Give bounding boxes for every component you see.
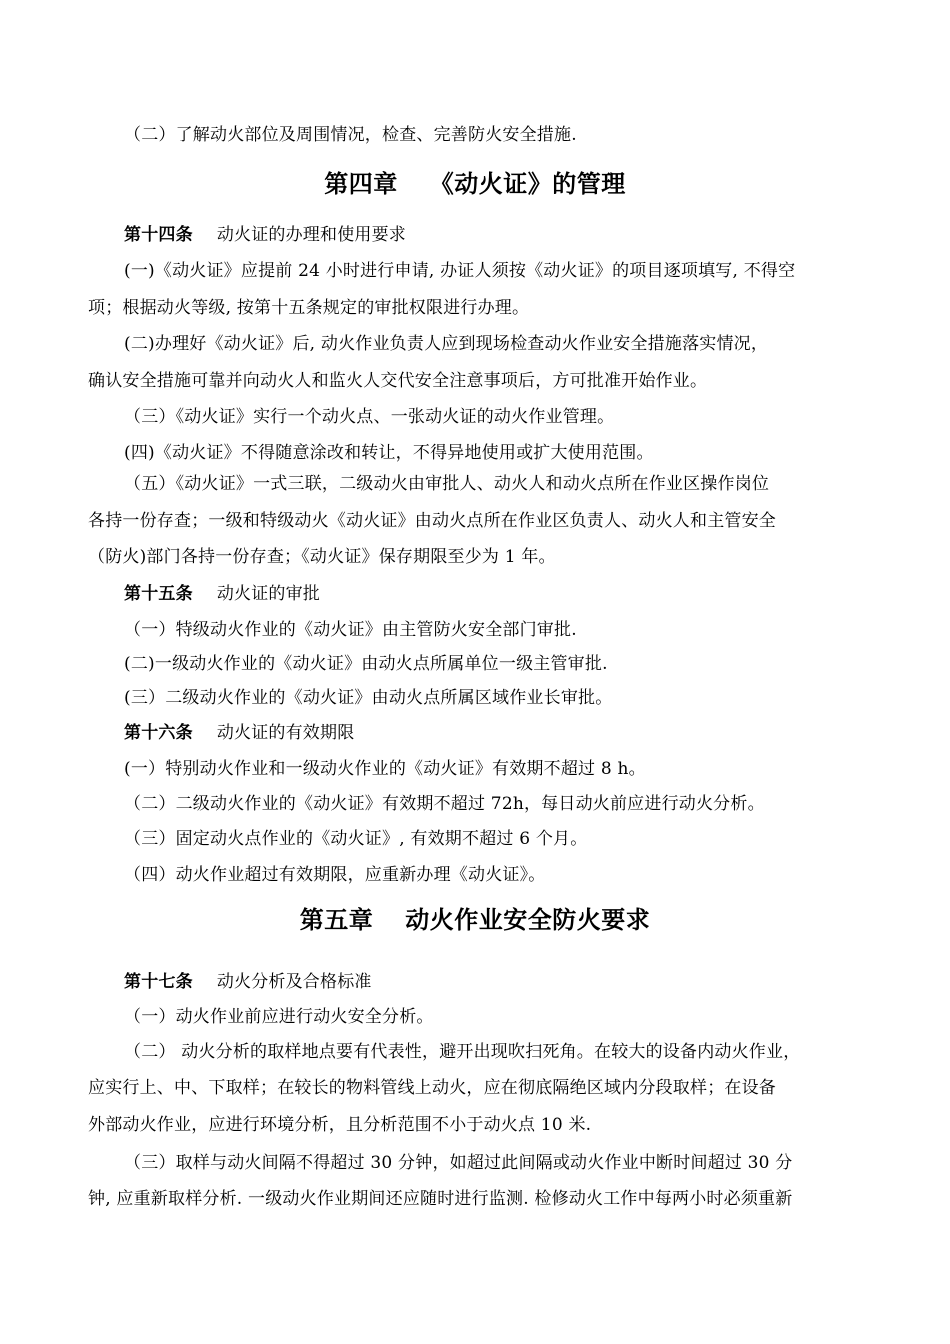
article-number: 第十五条 xyxy=(124,584,193,604)
article-title: 动火分析及合格标准 xyxy=(216,972,372,992)
paragraph-line: （三）固定动火点作业的《动火证》, 有效期不超过 6 个月。 xyxy=(124,829,588,849)
article-number: 第十六条 xyxy=(124,723,193,743)
paragraph-line: （三）取样与动火间隔不得超过 30 分钟，如超过此间隔或动火作业中断时间超过 30 分 xyxy=(124,1153,793,1173)
paragraph-line: （四）动火作业超过有效期限，应重新办理《动火证》。 xyxy=(124,865,546,885)
paragraph-line: （二）二级动火作业的《动火证》有效期不超过 72h，每日动火前应进行动火分析。 xyxy=(124,794,765,814)
paragraph-line: 钟, 应重新取样分析. 一级动火作业期间还应随时进行监测. 检修动火工作中每两小时必须重新 xyxy=(88,1189,793,1209)
article-title: 动火证的办理和使用要求 xyxy=(216,225,407,245)
paragraph-line: （二）了解动火部位及周围情况，检查、完善防火安全措施. xyxy=(124,125,577,145)
paragraph-line: 确认安全措施可靠并向动火人和监火人交代安全注意事项后，方可批准开始作业。 xyxy=(88,371,708,391)
paragraph-line: （一）动火作业前应进行动火安全分析。 xyxy=(124,1007,434,1027)
paragraph-line: (四)《动火证》不得随意涂改和转让，不得异地使用或扩大使用范围。 xyxy=(124,443,654,463)
paragraph-line: （二） 动火分析的取样地点要有代表性，避开出现吹扫死角。在较大的设备内动火作业， xyxy=(124,1042,801,1062)
article-title: 动火证的有效期限 xyxy=(216,723,355,743)
article-heading xyxy=(124,970,914,994)
article-heading xyxy=(124,582,914,606)
paragraph-line: 应实行上、中、下取样；在较长的物料管线上动火，应在彻底隔绝区域内分段取样；在设备 xyxy=(88,1078,776,1098)
paragraph-line: （防火)部门各持一份存查；《动火证》保存期限至少为 1 年。 xyxy=(88,547,556,567)
article-title: 动火证的审批 xyxy=(216,584,321,604)
chapter-title: 动火作业安全防火要求 xyxy=(405,905,651,934)
paragraph-line: (二)办理好《动火证》后, 动火作业负责人应到现场检查动火作业安全措施落实情况， xyxy=(124,334,769,354)
chapter-number: 第五章 xyxy=(299,905,374,934)
chapter-heading xyxy=(0,167,950,201)
paragraph-line: （一）特级动火作业的《动火证》由主管防火安全部门审批. xyxy=(124,620,577,640)
paragraph-line: 外部动火作业，应进行环境分析，且分析范围不小于动火点 10 米. xyxy=(88,1115,592,1135)
chapter-heading xyxy=(0,903,950,937)
paragraph-line: (一）特别动火作业和一级动火作业的《动火证》有效期不超过 8 h。 xyxy=(124,759,646,779)
article-number: 第十七条 xyxy=(124,972,193,992)
paragraph-line: (二)一级动火作业的《动火证》由动火点所属单位一级主管审批. xyxy=(124,654,608,674)
paragraph-line: 项；根据动火等级, 按第十五条规定的审批权限进行办理。 xyxy=(88,298,530,318)
chapter-title: 《动火证》的管理 xyxy=(429,169,626,198)
paragraph-line: (三）二级动火作业的《动火证》由动火点所属区域作业长审批。 xyxy=(124,688,613,708)
article-heading xyxy=(124,223,914,247)
article-number: 第十四条 xyxy=(124,225,193,245)
article-heading xyxy=(124,721,914,745)
paragraph-line: （三）《动火证》实行一个动火点、一张动火证的动火作业管理。 xyxy=(124,407,615,427)
paragraph-line: 各持一份存查；一级和特级动火《动火证》由动火点所在作业区负责人、动火人和主管安全 xyxy=(88,511,776,531)
chapter-number: 第四章 xyxy=(324,169,398,198)
paragraph-line: （五）《动火证》一式三联，二级动火由审批人、动火人和动火点所在作业区操作岗位 xyxy=(124,474,770,494)
paragraph-line: (一)《动火证》应提前 24 小时进行申请, 办证人须按《动火证》的项目逐项填写, 不得空 xyxy=(124,261,796,281)
